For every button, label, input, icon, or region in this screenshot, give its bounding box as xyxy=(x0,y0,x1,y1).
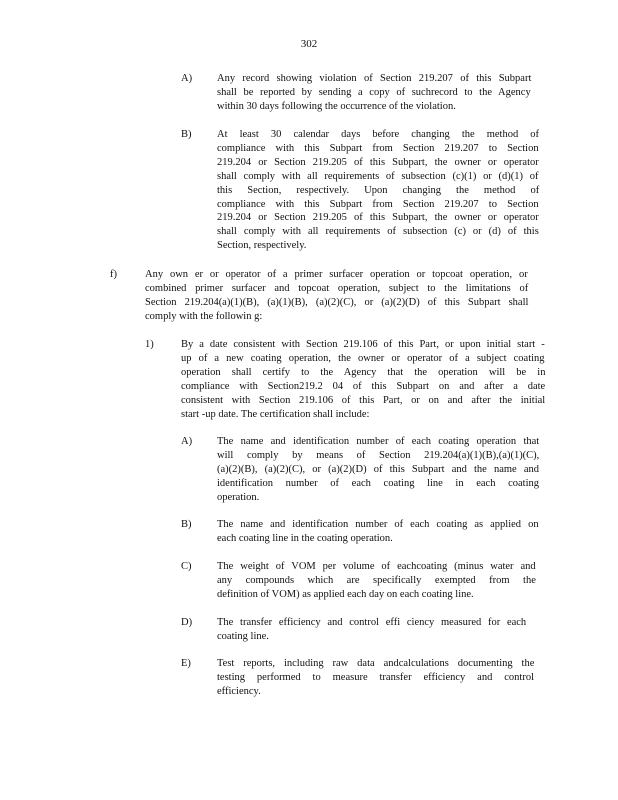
paragraph-label: E) xyxy=(181,658,191,669)
paragraph-line: Any record showing violation of Section 219.207 of this Subpart xyxy=(217,73,532,84)
paragraph-line: efficiency. xyxy=(217,685,261,697)
paragraph-line: The transfer efficiency and control effi ciency measured for each xyxy=(217,617,527,628)
paragraph-label: B) xyxy=(181,519,192,530)
paragraph-label: D) xyxy=(181,617,193,628)
paragraph-line: coating line. xyxy=(217,630,269,642)
paragraph-line: combined primer surfacer and topcoat operation, subject to the limitations of xyxy=(145,282,529,294)
paragraph-line: By a date consistent with Section 219.106 of this Part, or upon initial start - xyxy=(181,339,545,350)
paragraph-line: shall be reported by sending a copy of suchrecord to the Agency xyxy=(217,86,531,98)
paragraph-line: compliance with Section219.2 04 of this Subpart on and after a date xyxy=(181,380,546,392)
paragraph-line: within 30 days following the occurrence of the violation. xyxy=(217,100,456,112)
page-number: 302 xyxy=(300,38,318,50)
paragraph-line: At least 30 calendar days before changing the method of xyxy=(217,129,540,140)
paragraph-line: this Section, respectively. Upon changing the method of xyxy=(217,184,540,196)
paragraph-line: shall comply with all requirements of subsection (c)(1) or (d)(1) of xyxy=(217,170,539,182)
paragraph-line: each coating line in the coating operation. xyxy=(217,532,393,544)
paragraph-label: A) xyxy=(181,436,193,447)
paragraph-label: 1) xyxy=(145,339,154,350)
paragraph-line: compliance with this Subpart from Section 219.207 to Section xyxy=(217,142,539,154)
paragraph-line: 219.204 or Section 219.205 of this Subpart, the owner or operator xyxy=(217,156,539,168)
paragraph-line: will comply by means of Section 219.204(a)(1)(B),(a)(1)(C), xyxy=(217,449,540,461)
paragraph-line: consistent with Section 219.106 of this Part, or on and after the initial xyxy=(181,394,546,406)
paragraph-line: testing performed to measure transfer efficiency and control xyxy=(217,671,534,683)
paragraph-line: up of a new coating operation, the owner or operator of a subject coating xyxy=(181,352,545,364)
paragraph-line: The name and identification number of each coating operation that xyxy=(217,436,540,447)
paragraph-line: Any own er or operator of a primer surfacer operation or topcoat operation, or xyxy=(145,269,528,280)
paragraph-line: compliance with this Subpart from Section 219.207 to Section xyxy=(217,198,539,210)
paragraph-label: B) xyxy=(181,129,192,140)
paragraph-line: Section, respectively. xyxy=(217,240,307,252)
paragraph-label: f) xyxy=(110,269,117,280)
paragraph-line: operation. xyxy=(217,491,260,503)
paragraph-label: C) xyxy=(181,561,192,572)
paragraph-line: (a)(2)(B), (a)(2)(C), or (a)(2)(D) of this Subpart and the name and xyxy=(217,463,539,475)
paragraph-line: identification number of each coating line in each coating xyxy=(217,477,539,489)
paragraph-label: A) xyxy=(181,73,193,84)
paragraph-line: The name and identification number of each coating as applied on xyxy=(217,519,539,530)
paragraph-line: 219.204 or Section 219.205 of this Subpart, the owner or operator xyxy=(217,212,539,224)
paragraph-line: any compounds which are specifically exempted from the xyxy=(217,574,536,586)
paragraph-line: shall comply with all requirements of subsection (c) or (d) of this xyxy=(217,226,539,238)
paragraph-line: Section 219.204(a)(1)(B), (a)(1)(B), (a)(2)(C), or (a)(2)(D) of this Subpart shall xyxy=(145,296,529,308)
paragraph-line: start -up date. The certification shall include: xyxy=(181,408,370,420)
paragraph-line: operation shall certify to the Agency that the operation will be in xyxy=(181,366,546,378)
paragraph-line: Test reports, including raw data andcalculations documenting the xyxy=(217,658,535,669)
paragraph-line: definition of VOM) as applied each day on each coating line. xyxy=(217,588,474,600)
paragraph-line: The weight of VOM per volume of eachcoating (minus water and xyxy=(217,561,536,572)
paragraph-line: comply with the followin g: xyxy=(145,310,263,322)
